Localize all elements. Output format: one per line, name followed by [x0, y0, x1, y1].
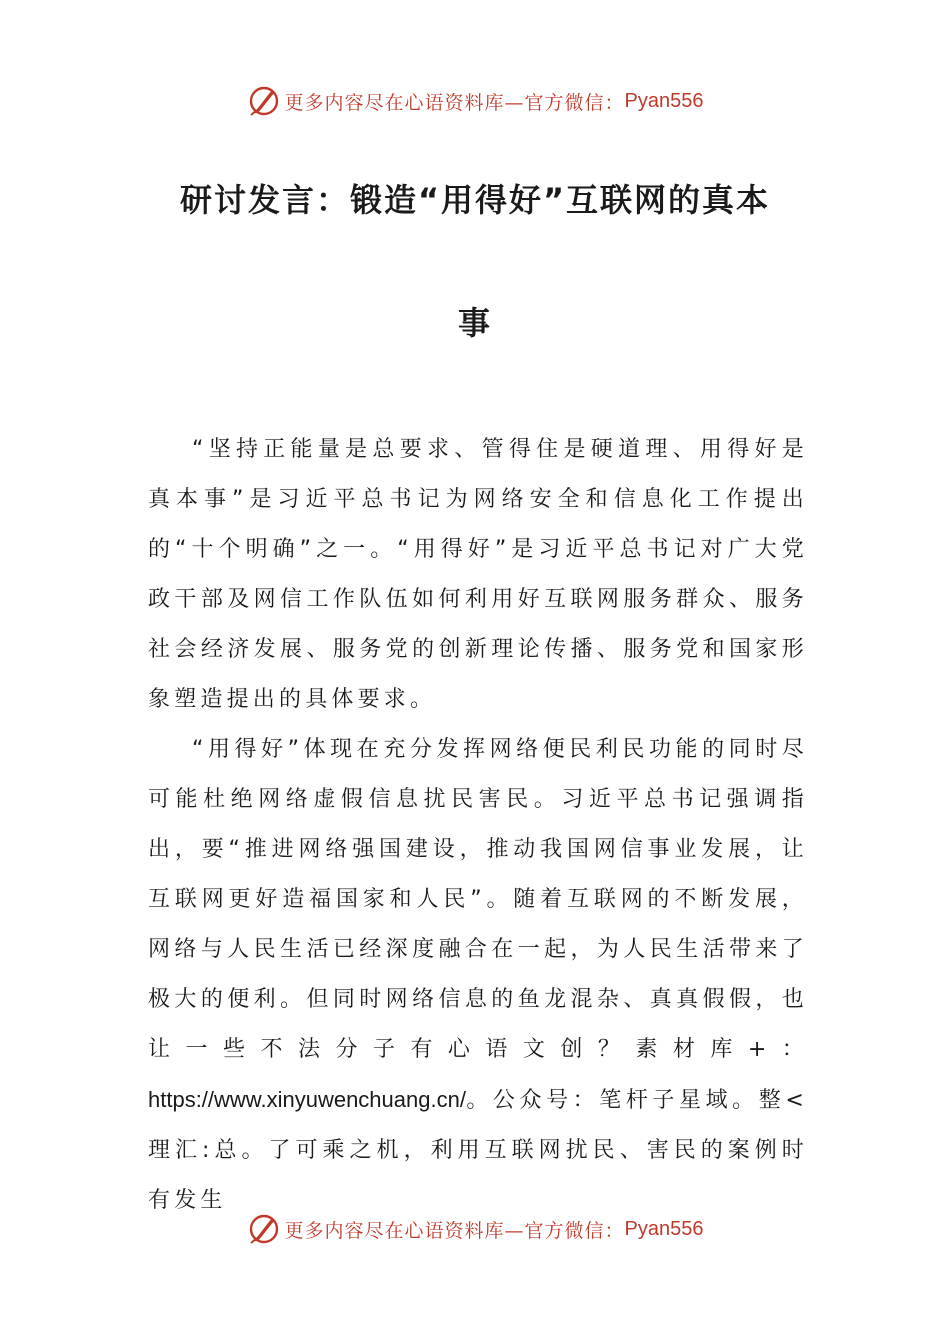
title-line-2: 事	[457, 304, 492, 342]
quill-logo-icon	[247, 84, 281, 118]
footer-banner	[0, 1212, 950, 1246]
banner-tagline: 更多内容尽在心语资料库—	[284, 91, 525, 114]
paragraph-2-text-a: “用得好”体现在充分发挥网络便民利民功能的同时尽可能杜绝网络虚假信息扰民害民。习近平总书记强调指出，要“推进网络强国建设，推动我国网信事业发展，让互联网更好造福国家和人民”。随着互联网的不断发展，网络与人民生活已经深度融合在一起，为人民生活带来了极大的便利。但同时网络信息的鱼龙混杂、真真假假，也让一些不法分子有心语文创？素材库+：	[148, 737, 808, 1062]
source-url: https://www.xinyuwenchuang.cn/	[148, 1087, 466, 1112]
paragraph-1: “坚持正能量是总要求、管得住是硬道理、用得好是真本事”是习近平总书记为网络安全和信息化工作提出的“十个明确”之一。“用得好”是习近平总书记对广大党政干部及网信工作队伍如何利用好互联网服务群众、服务社会经济发展、服务党的创新理论传播、服务党和国家形象塑造提出的具体要求。	[148, 437, 808, 712]
banner-wechat-label: 官方微信：	[524, 1219, 625, 1242]
paragraph-2-text-b: 。公众号：笔杆子星域。整<理汇:总。了可乘之机，利用互联网扰民、害民的案例时有发生	[148, 1088, 808, 1213]
banner-wechat-label: 官方微信：	[524, 91, 625, 114]
quill-logo-icon	[247, 1212, 281, 1246]
banner-tagline: 更多内容尽在心语资料库—	[284, 1219, 525, 1242]
document-body	[148, 425, 808, 1226]
document-title	[100, 170, 850, 353]
title-line-1: 研讨发言：锻造“用得好”互联网的真本	[179, 181, 771, 219]
banner-wechat-id: Pyan556	[624, 89, 704, 112]
paragraph-2	[148, 725, 808, 1226]
header-banner	[0, 84, 950, 118]
banner-wechat-id: Pyan556	[624, 1217, 704, 1240]
